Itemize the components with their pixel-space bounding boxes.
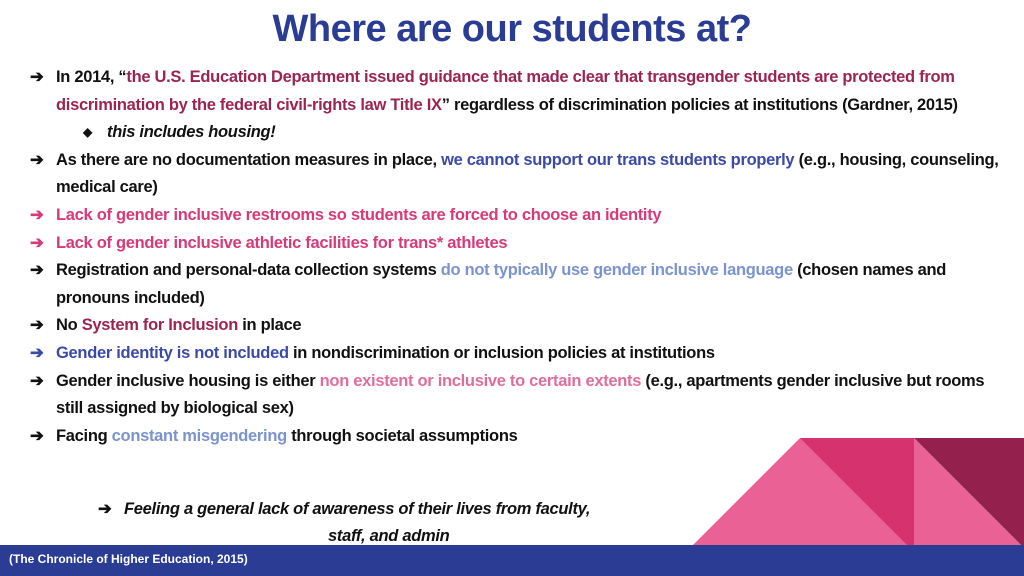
bullet-housing bbox=[30, 368, 1015, 423]
arrow-icon: ➔ bbox=[30, 205, 44, 224]
bullet-highlight: System for Inclusion bbox=[81, 316, 238, 335]
arrow-icon: ➔ bbox=[30, 371, 44, 390]
bullet-title-ix bbox=[30, 64, 1015, 119]
bullet-text: in nondiscrimination or inclusion policies at institutions bbox=[288, 343, 715, 362]
bullet-text: through societal assumptions bbox=[286, 426, 518, 445]
diamond-icon: ◆ bbox=[83, 125, 92, 140]
closing-text: Feeling a general lack of awareness of their lives from faculty, bbox=[124, 500, 591, 518]
bullet-text: Gender inclusive housing is either bbox=[56, 371, 320, 390]
sub-bullet-housing bbox=[30, 119, 1015, 147]
bullet-text: (e.g., housing, counseling, medical care) bbox=[56, 150, 999, 197]
arrow-icon: ➔ bbox=[30, 426, 44, 445]
bullet-text: (e.g., apartments gender inclusive but rooms still assigned by biological sex) bbox=[56, 371, 985, 418]
bullet-system-inclusion bbox=[30, 312, 1015, 340]
bullet-text: ” regardless of discrimination policies at institutions (Gardner, 2015) bbox=[441, 95, 958, 114]
footer-citation: (The Chronicle of Higher Education, 2015) bbox=[9, 552, 248, 566]
bullet-highlight: constant misgendering bbox=[111, 426, 287, 445]
decorative-triangles bbox=[690, 438, 1024, 548]
closing-line-1 bbox=[98, 496, 698, 523]
arrow-icon: ➔ bbox=[30, 261, 44, 280]
bullet-highlight: we cannot support our trans students properly bbox=[441, 150, 795, 169]
bullet-text: Lack of gender inclusive athletic facilities for trans* athletes bbox=[56, 233, 508, 252]
arrow-icon: ➔ bbox=[30, 343, 44, 362]
bullet-highlight: non existent or inclusive to certain extents bbox=[319, 371, 642, 390]
bullet-list bbox=[30, 64, 1015, 450]
bullet-gender-identity bbox=[30, 340, 1015, 368]
bullet-registration bbox=[30, 257, 1015, 312]
arrow-icon: ➔ bbox=[30, 233, 44, 252]
bullet-restrooms bbox=[30, 202, 1015, 230]
closing-line-2: staff, and admin bbox=[328, 527, 450, 545]
bullet-text: Registration and personal-data collection systems bbox=[56, 261, 441, 280]
bullet-athletics bbox=[30, 230, 1015, 258]
bullet-documentation bbox=[30, 147, 1015, 202]
bullet-text: Lack of gender inclusive restrooms so students are forced to choose an identity bbox=[56, 205, 662, 224]
bullet-text: As there are no documentation measures in place, bbox=[56, 150, 442, 169]
bullet-text: (chosen names and pronouns included) bbox=[56, 261, 947, 307]
bullet-highlight: Gender identity is not included bbox=[56, 343, 289, 362]
arrow-icon: ➔ bbox=[30, 316, 44, 335]
footer-bar bbox=[0, 545, 1024, 576]
arrow-icon: ➔ bbox=[30, 150, 44, 169]
bullet-text: In 2014, “ bbox=[56, 68, 127, 86]
arrow-icon: ➔ bbox=[30, 68, 44, 86]
bullet-text: in place bbox=[237, 316, 302, 335]
bullet-highlight: the U.S. Education Department issued guidance that made clear that transgender students are protected from discrimination by the federal civil-rights law Title IX bbox=[56, 68, 955, 114]
closing-bullet bbox=[98, 496, 698, 550]
slide-title: Where are our students at? bbox=[272, 8, 752, 50]
arrow-icon: ➔ bbox=[98, 500, 112, 518]
sub-bullet-text: this includes housing! bbox=[107, 123, 276, 142]
bullet-highlight: do not typically use gender inclusive language bbox=[440, 261, 793, 280]
bullet-text: Facing bbox=[56, 426, 112, 445]
bullet-text: No bbox=[56, 316, 82, 335]
